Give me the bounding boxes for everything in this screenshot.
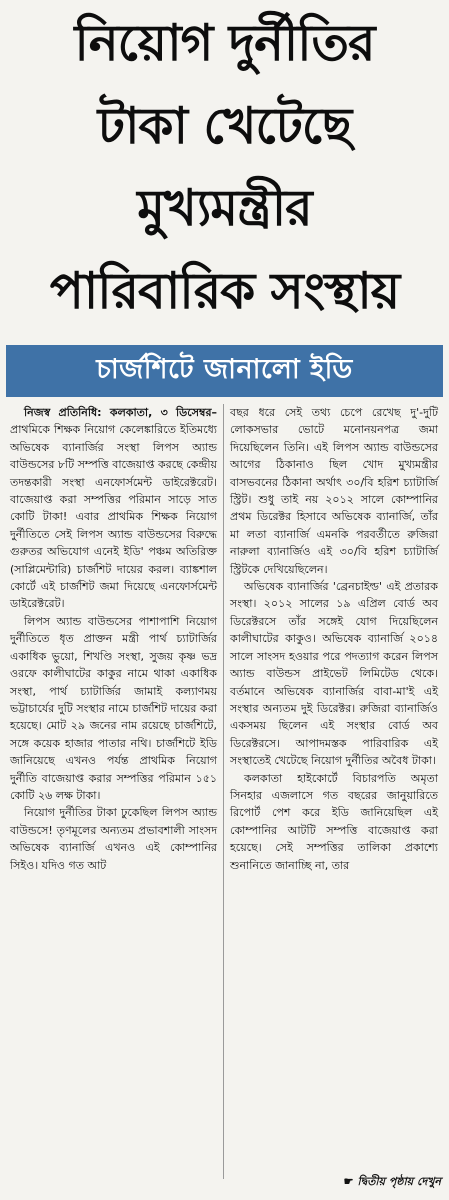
pointing-hand-icon: ☛	[343, 1175, 354, 1188]
subheadline-text: চার্জশিটে জানালো ইডি	[96, 353, 353, 385]
paragraph-text: প্রাথমিকে শিক্ষক নিয়োগ কেলেঙ্কারিতে ইতিমধ্যে অভিষেক ব্যানার্জির সংস্থা লিপস অ্যান্ড বাউন্ডসের ৮টি সম্পত্তি বাজেয়াপ্ত করছে কেন্দ্রীয় তদন্তকারী সংস্থা এনফোর্সমেন্ট ডাইরেক্টরেট। বাজেয়াপ্ত করা সম্পত্তির পরিমান সাড়ে সাত কোটি টাকা! এবার প্রাথমিক শিক্ষক নিয়োগ দুর্নীতিতে সেই লিপস অ্যান্ড বাউন্ডসের বিরুদ্ধে গুরুতর অভিযোগ এনেই ইডি' পঞ্চম অতিরিক্ত (সাপ্লিমেন্টারি) চার্জশিট দায়ের করল। ব্যাঙ্কশাল কোর্টে এই চার্জশিট জমা দিয়েছে এনফোর্সমেন্ট ডাইরেক্টরেট।	[10, 423, 217, 611]
headline	[8, 6, 441, 328]
article-paragraph	[10, 404, 217, 613]
continued-text: দ্বিতীয় পৃষ্ঠায় দেখুন	[357, 1175, 441, 1188]
article-column-left	[6, 404, 224, 1179]
article-paragraph: কলকাতা হাইকোর্টে বিচারপতি অমৃতা সিনহার এজলাসে গত বছরের জানুয়ারিতে রিপোর্ট পেশ করে ইডি জানিয়েছিল এই কোম্পানির আটটি সম্পত্তি বাজেয়াপ্ত করা হয়েছে। সেই সম্পত্তির তালিকা প্রকাশ্যে শুনানিতে জানাচ্ছি না, তার	[230, 771, 438, 872]
article-column-right	[224, 404, 442, 1179]
article-paragraph: বছর ধরে সেই তথ্য চেপে রেখেছ দু'-দুটি লোকসভার ভোটে মনোনয়নপত্র জমা দিয়েছিলেন তিনি। এই লিপস অ্যান্ড বাউন্ডসের আগের ঠিকানাও ছিল খোদ মুখ্যমন্ত্রীর বাসভবনের ঠিকানা অর্থাৎ ৩০/বি হরিশ চ্যাটার্জি স্ট্রিট। শুধু তাই নয় ২০১২ সালে কোম্পানির প্রথম ডিরেক্টর হিসাবে অভিষেক ব্যানার্জি, তাঁর মা লতা ব্যানার্জি এমনকি পরবর্তীতে রুজিরা নারুলা ব্যানার্জিও এই ৩০/বি হরিশ চ্যাটার্জি স্ট্রিটকে দেখিয়েছিলেন।	[230, 406, 438, 576]
headline-line-1: নিয়োগ দুর্নীতির	[74, 14, 375, 72]
article-paragraph: লিপস অ্যান্ড বাউন্ডসের পাশাপাশি নিয়োগ দুর্নীতিতে ধৃত প্রাক্তন মন্ত্রী পার্থ চ্যাটার্জির একাধিক ভুয়ো, শিখণ্ডি সংস্থা, সুজয় কৃষ্ণ ভদ্র ওরফে কালীঘাটের কাকুর নামে থাকা একাধিক সংস্থা, পার্থ চ্যাটার্জির জামাই কল্যাণময় ভট্টাচার্যের দুটি সংস্থার নামে চার্জশিট দায়ের করা হয়েছে। মোট ২৯ জনের নাম রয়েছে চার্জশিটে, সঙ্গে কয়েক হাজার পাতার নথি। চার্জশিটে ইডি জানিয়েছে এখনও পর্যন্ত প্রাথমিক নিয়োগ দুর্নীতি বাজেয়াপ্ত করার সম্পত্তির পরিমান ১৫১ কোটি ২৬ লক্ষ টাকা।	[10, 614, 217, 802]
headline-line-3: মুখ্যমন্ত্রীর	[137, 179, 312, 238]
article-paragraph: নিয়োগ দুর্নীতির টাকা ঢুকেছিল লিপস অ্যান্ড বাউন্ডসে! তৃণমূলের অন্যতম প্রভাবশালী সাংসদ অভিষেক ব্যানার্জি এখনও এই কোম্পানির সিইও। যদিও গত আট	[10, 806, 217, 872]
byline: নিজস্ব প্রতিনিধি: কলকাতা, ৩ ডিসেম্বর–	[24, 406, 217, 419]
headline-line-4: পারিবারিক সংস্থায়	[49, 261, 400, 320]
article-body	[6, 404, 443, 1179]
subheadline-banner	[6, 345, 443, 397]
article-paragraph: অভিষেক ব্যানার্জির 'ব্রেনচাইল্ড' এই প্রতারক সংস্থা। ২০১২ সালের ১৯ এপ্রিল বোর্ড অব ডিরেক্টরসে তাঁর সঙ্গেই যোগ দিয়েছিলেন কালীঘাটের কাকুও। অভিষেক ব্যানার্জি ২০১৪ সালে সাংসদ হওয়ার পরে পদত্যাগ করেন লিপস অ্যান্ড বাউন্ডস প্রাইভেট লিমিটেড থেকে। বর্তমানে অভিষেক ব্যানার্জির বাবা-মা'ই এই সংস্থার অন্যতম দুই ডিরেক্টর। রুজিরা ব্যানার্জিও একসময় ছিলেন এই সংস্থার বোর্ড অব ডিরেক্টরসে। আপাদমস্তক পারিবারিক এই সংস্থাতেই খেটেছে নিয়োগ দুর্নীতির অবৈধ টাকা।	[230, 580, 438, 768]
headline-line-2: টাকা খেটেছে	[97, 96, 352, 155]
continued-on-page-note	[344, 1173, 441, 1192]
